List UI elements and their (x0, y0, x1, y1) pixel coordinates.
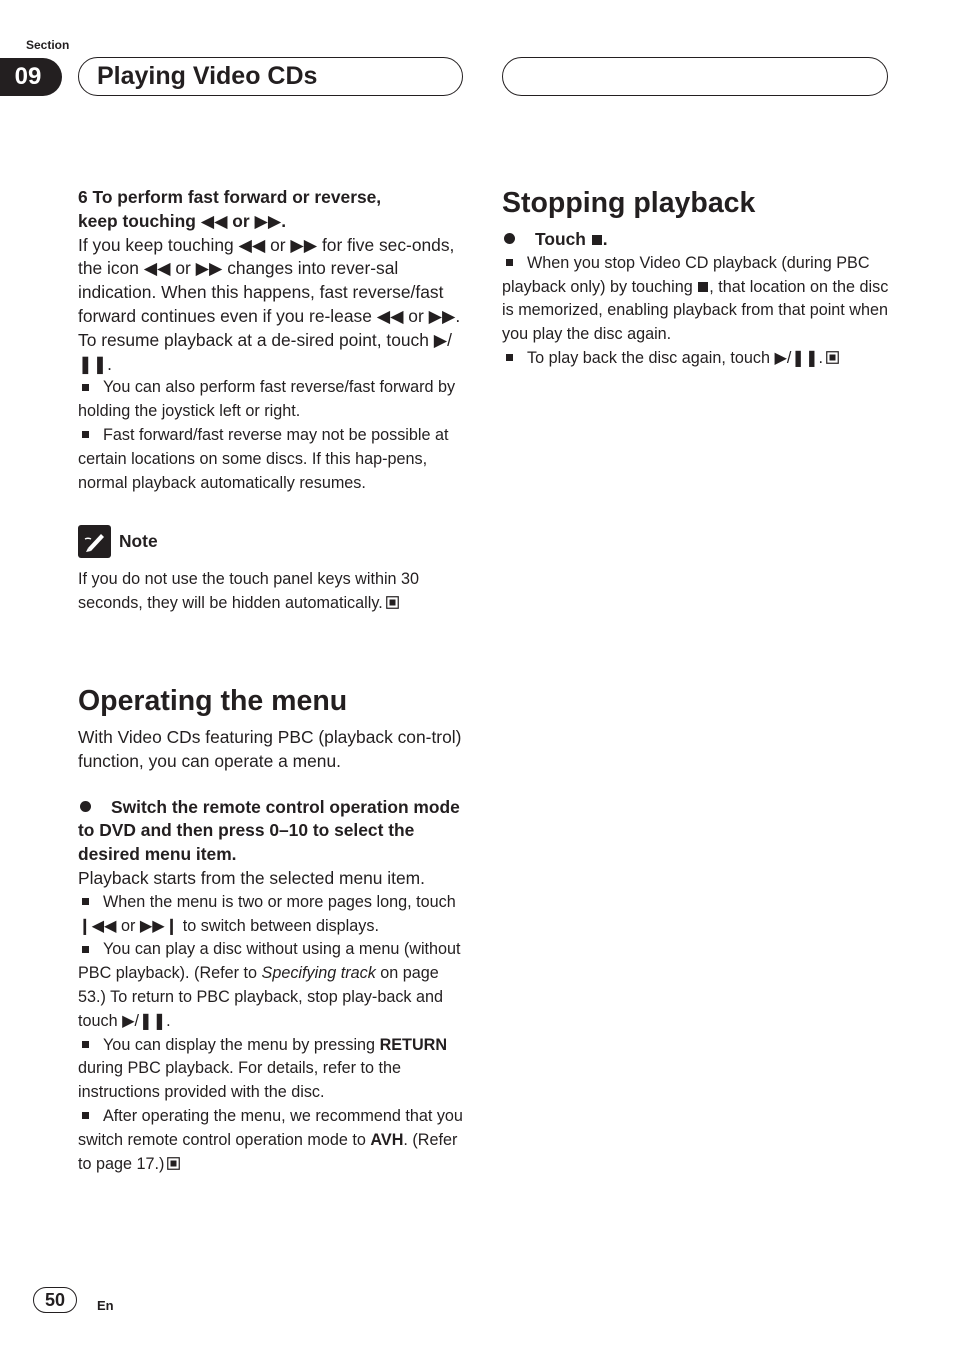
section-label: Section (26, 38, 70, 52)
stopping-playback-heading: Stopping playback (502, 187, 756, 219)
bullet-square-icon (82, 946, 89, 953)
bullet-square-icon (82, 431, 89, 438)
tip-joystick-text: You can also perform fast reverse/fast forward by holding the joystick left or right. (78, 378, 456, 421)
stop-step: Touch . (502, 228, 890, 252)
menu-step (78, 796, 466, 867)
tip-not-possible-text: Fast forward/fast reverse may not be possible at certain locations on some discs. If this hap-pens, normal playback automatically resumes. (78, 425, 449, 492)
operating-menu-heading: Operating the menu (78, 684, 348, 717)
menu-tip-avh-b: . (Refer to page 17.) (78, 1130, 458, 1173)
note-header (78, 525, 466, 558)
note-text-body: If you do not use the touch panel keys within 30 seconds, they will be hidden automatically. (78, 570, 420, 613)
note-pencil-icon (78, 525, 111, 558)
page-number: 50 (33, 1287, 77, 1313)
bullet-square-icon (506, 259, 513, 266)
section-number: 09 (0, 58, 62, 96)
bullet-dot-icon (504, 233, 515, 244)
specifying-track-reference: Specifying track (261, 964, 376, 983)
stop-step-text: Touch (535, 229, 586, 249)
stop-icon (592, 235, 602, 245)
stop-tip-play-again-text: To play back the disc again, touch ▶/❚❚. (527, 348, 824, 367)
menu-result: Playback starts from the selected menu item. (78, 867, 425, 888)
menu-tip-without-menu (78, 938, 466, 1033)
end-mark-icon (386, 596, 399, 609)
menu-tip-without-menu-a: You can play a disc without using a menu (without PBC playback). (Refer to (78, 940, 461, 983)
menu-tip-avh-a: After operating the menu, we recommend that you switch remote control operation mode to (78, 1106, 463, 1149)
menu-intro: With Video CDs featuring PBC (playback con-trol) function, you can operate a menu. (78, 726, 462, 771)
menu-step-text: Switch the remote control operation mode to DVD and then press 0–10 to select the desired menu item. (78, 796, 460, 865)
bullet-square-icon (82, 384, 89, 391)
right-column (502, 186, 890, 371)
stop-tip-memorized-b: , that location on the disc is memorized, enabling playback from that point when you play the disc again. (502, 277, 889, 344)
tip-not-possible (78, 424, 466, 495)
menu-tip-pages-text: When the menu is two or more pages long, touch ❙◀◀ or ▶▶❙ to switch between displays. (78, 892, 456, 935)
step6-heading-line1: 6 To perform fast forward or reverse, (78, 187, 382, 207)
menu-tip-return-a: You can display the menu by pressing (103, 1035, 380, 1054)
menu-tip-without-menu-b: on page 53.) To return to PBC playback, stop play-back and touch ▶/❚❚. (78, 964, 444, 1030)
end-mark-icon (167, 1157, 180, 1170)
chapter-title (78, 57, 463, 96)
step6-heading-line2: keep touching ◀◀ or ▶▶. (78, 210, 287, 231)
stop-tip-memorized-a: When you stop Video CD playback (during PBC playback only) by touching (502, 253, 870, 296)
stop-tip-memorized (502, 252, 890, 347)
return-key-label: RETURN (379, 1035, 448, 1054)
end-mark-icon (826, 351, 839, 364)
menu-tip-return (78, 1034, 466, 1105)
menu-tip-return-b: during PBC playback. For details, refer to the instructions provided with the disc. (78, 1059, 402, 1102)
bullet-square-icon (82, 898, 89, 905)
bullet-square-icon (506, 354, 513, 361)
tip-joystick (78, 376, 466, 424)
step6-body: If you keep touching ◀◀ or ▶▶ for five sec-onds, the icon ◀◀ or ▶▶ changes into rever-sal indication. When this happens, fast reverse/fast forward continues even if you re-lease ◀◀ or ▶▶. To resume playback at a de-sired point, touch ▶/❚❚. (78, 234, 461, 374)
menu-tip-pages (78, 891, 466, 939)
note-text (78, 568, 466, 616)
bullet-square-icon (82, 1112, 89, 1119)
chapter-title-text: Playing Video CDs (97, 62, 318, 90)
note-label: Note (119, 530, 158, 551)
bullet-dot-icon (80, 801, 91, 812)
menu-tip-avh (78, 1105, 466, 1176)
header-right-pill (502, 57, 888, 96)
bullet-square-icon (82, 1041, 89, 1048)
stop-tip-play-again (502, 347, 890, 371)
left-column (78, 186, 466, 1176)
avh-mode-label: AVH (370, 1130, 404, 1149)
stop-icon (698, 282, 708, 292)
language-code: En (97, 1298, 114, 1313)
